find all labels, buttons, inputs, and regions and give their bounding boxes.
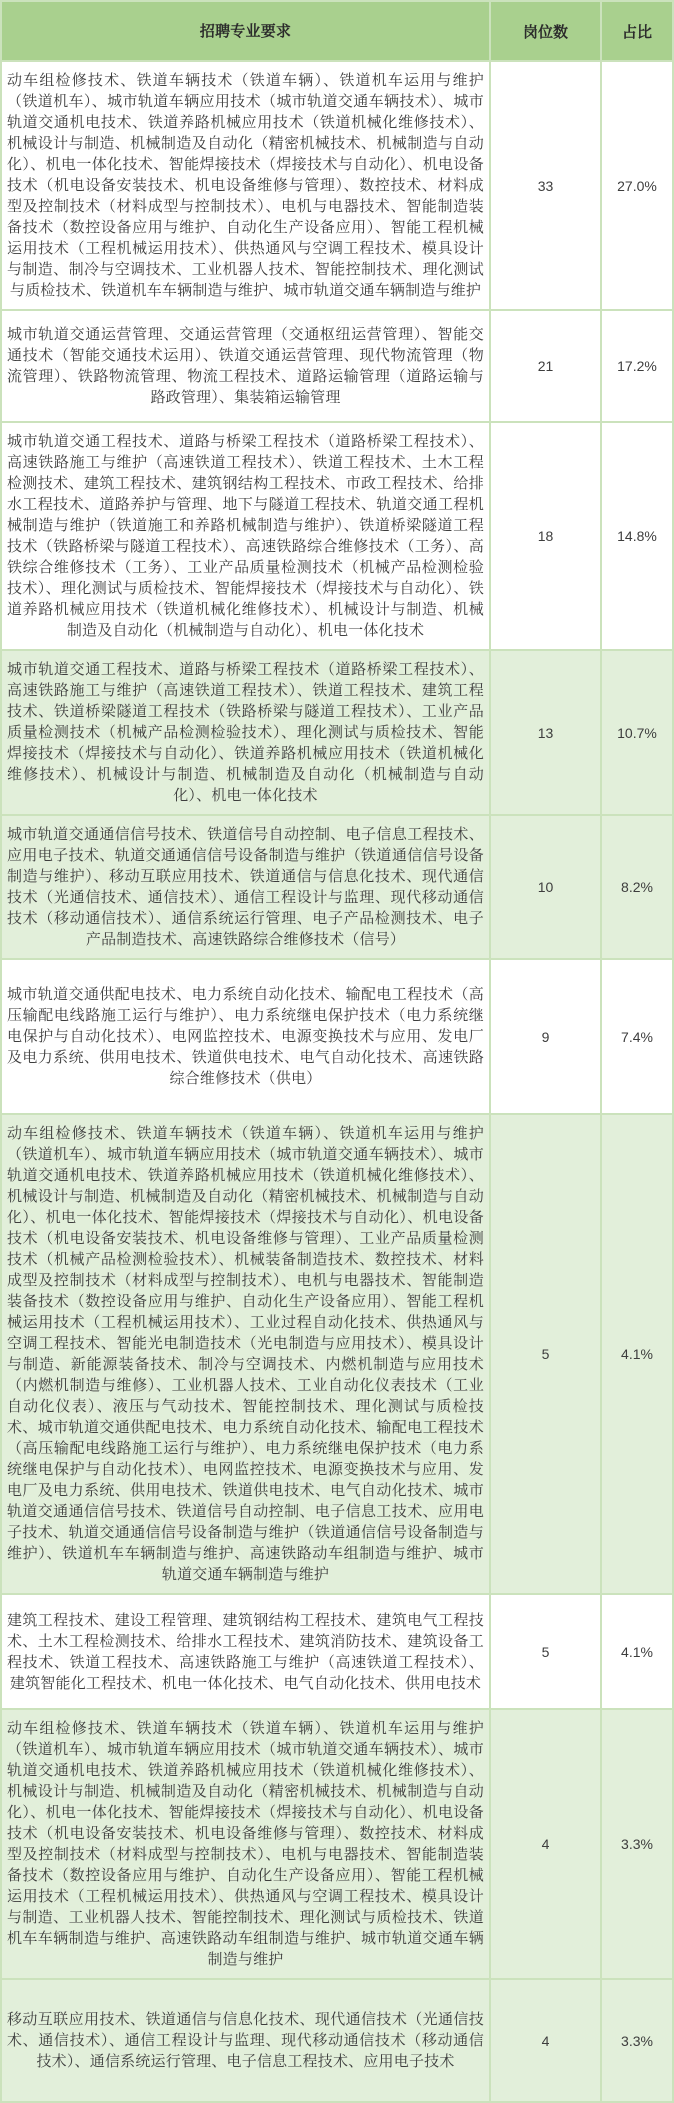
count-cell-text: 13	[489, 651, 600, 814]
majors-cell-text: 动车组检修技术、铁道车辆技术（铁道车辆）、铁道机车运用与维护（铁道机车）、城市轨道车辆应用技术（城市轨道交通车辆技术）、城市轨道交通机电技术、铁道养路机械应用技术（铁道机械化维修技术）、机械设计与制造、机械制造及自动化（精密机械技术、机械制造与自动化）、机电一体化技术、智能焊接技术（焊接技术与自动化）、机电设备技术（机电设备安装技术、机电设备维修与管理）、数控技术、材料成型及控制技术（材料成型与控制技术）、电机与电器技术、智能制造装备技术（数控设备应用与维护、自动化生产设备应用）、智能工程机械运用技术（工程机械运用技术）、供热通风与空调工程技术、模具设计与制造、制冷与空调技术、工业机器人技术、智能控制技术、理化测试与质检技术、铁道机车车辆制造与维护、城市轨道交通车辆制造与维护	[7, 72, 484, 299]
table-row	[2, 816, 672, 960]
count-cell-text: 5	[489, 1115, 600, 1593]
count-cell-text: 10	[489, 816, 600, 958]
majors-cell-text: 城市轨道交通运营管理、交通运营管理（交通枢纽运营管理）、智能交通技术（智能交通技术运用）、铁道交通运营管理、现代物流管理（物流管理）、铁路物流管理、物流工程技术、道路运输管理（道路运输与路政管理）、集装箱运输管理	[7, 326, 484, 406]
count-cell-text: 4	[489, 1710, 600, 1978]
majors-cell-text: 动车组检修技术、铁道车辆技术（铁道车辆）、铁道机车运用与维护（铁道机车）、城市轨道车辆应用技术（城市轨道交通车辆技术）、城市轨道交通机电技术、铁道养路机械应用技术（铁道机械化维修技术）、机械设计与制造、机械制造及自动化（精密机械技术、机械制造与自动化）、机电一体化技术、智能焊接技术（焊接技术与自动化）、机电设备技术（机电设备安装技术、机电设备维修与管理）、工业产品质量检测技术（机械产品检测检验技术）、机械装备制造技术、数控技术、材料成型及控制技术（材料成型与控制技术）、电机与电器技术、智能制造装备技术（数控设备应用与维护、自动化生产设备应用）、智能工程机械运用技术（工程机械运用技术）、工业过程自动化技术、供热通风与空调工程技术、智能光电制造技术（光电制造与应用技术）、模具设计与制造、新能源装备技术、制冷与空调技术、内燃机制造与应用技术（内燃机制造与维修）、工业机器人技术、工业自动化仪表技术（工业自动化仪表）、液压与气动技术、智能控制技术、理化测试与质检技术、城市轨道交通供配电技术、电力系统自动化技术、输配电工程技术（高压输配电线路施工运行与维护）、电力系统继电保护技术（电力系统继电保护与自动化技术）、电网监控技术、电源变换技术与应用、发电厂及电力系统、供用电技术、铁道供电技术、电气自动化技术、城市轨道交通通信信号技术、铁道信号自动控制、电子信息工技术、应用电子技术、轨道交通通信信号设备制造与维护（铁道通信信号设备制造与维护）、铁道机车车辆制造与维护、高速铁路动车组制造与维护、城市轨道交通车辆制造与维护	[7, 1125, 484, 1583]
header-pct: 占比	[600, 2, 672, 60]
majors-cell-text: 城市轨道交通工程技术、道路与桥梁工程技术（道路桥梁工程技术）、高速铁路施工与维护（高速铁道工程技术）、铁道工程技术、建筑工程技术、铁道桥梁隧道工程技术（铁路桥梁与隧道工程技术）、工业产品质量检测技术（机械产品检测检验技术）、理化测试与质检技术、智能焊接技术（焊接技术与自动化）、铁道养路机械应用技术（铁道机械化维修技术）、机械设计与制造、机械制造及自动化（机械制造与自动化）、机电一体化技术	[7, 661, 484, 804]
pct-cell-text: 3.3%	[600, 1710, 672, 1978]
table-row	[2, 423, 672, 651]
majors-cell-text: 城市轨道交通供配电技术、电力系统自动化技术、输配电工程技术（高压输配电线路施工运行与维护）、电力系统继电保护技术（电力系统继电保护与自动化技术）、电网监控技术、电源变换技术与应用、发电厂及电力系统、供用电技术、铁道供电技术、电气自动化技术、高速铁路综合维修技术（供电）	[7, 986, 484, 1087]
majors-cell-text: 城市轨道交通通信信号技术、铁道信号自动控制、电子信息工程技术、应用电子技术、轨道交通通信信号设备制造与维护（铁道通信信号设备制造与维护）、移动互联应用技术、铁道通信与信息化技术、现代通信技术（光通信技术、通信技术）、通信工程设计与监理、现代移动通信技术（移动通信技术）、通信系统运行管理、电子产品检测技术、电子产品制造技术、高速铁路综合维修技术（信号）	[7, 826, 484, 948]
majors-cell	[2, 423, 489, 649]
pct-cell-text: 4.1%	[600, 1595, 672, 1708]
table-row	[2, 62, 672, 311]
majors-cell	[2, 1980, 489, 2101]
majors-cell-text: 建筑工程技术、建设工程管理、建筑钢结构工程技术、建筑电气工程技术、土木工程检测技术、给排水工程技术、建筑消防技术、建筑设备工程技术、铁道工程技术、高速铁路施工与维护（高速铁道工程技术）、建筑智能化工程技术、机电一体化技术、电气自动化技术、供用电技术	[7, 1611, 484, 1692]
table-row	[2, 1115, 672, 1595]
pct-cell-text: 17.2%	[600, 311, 672, 421]
table-row	[2, 1710, 672, 1980]
count-cell-text: 9	[489, 960, 600, 1113]
header-majors-label: 招聘专业要求	[199, 22, 292, 40]
pct-cell-text: 14.8%	[600, 423, 672, 649]
majors-cell	[2, 1595, 489, 1708]
table-body	[2, 62, 672, 2103]
majors-cell	[2, 62, 489, 309]
majors-cell-text: 移动互联应用技术、铁道通信与信息化技术、现代通信技术（光通信技术、通信技术）、通信工程设计与监理、现代移动通信技术（移动通信技术）、通信系统运行管理、电子信息工程技术、应用电子技术	[7, 2011, 484, 2070]
pct-cell-text: 4.1%	[600, 1115, 672, 1593]
table-header-row	[2, 2, 672, 62]
majors-cell	[2, 311, 489, 421]
header-majors	[2, 2, 489, 60]
majors-cell	[2, 1710, 489, 1978]
count-cell-text: 18	[489, 423, 600, 649]
majors-cell	[2, 1115, 489, 1593]
majors-cell-text: 城市轨道交通工程技术、道路与桥梁工程技术（道路桥梁工程技术）、高速铁路施工与维护（高速铁道工程技术）、铁道工程技术、土木工程检测技术、建筑工程技术、建筑钢结构工程技术、市政工程技术、给排水工程技术、道路养护与管理、地下与隧道工程技术、轨道交通工程机械制造与维护（铁道施工和养路机械制造与维护）、铁道桥梁隧道工程技术（铁路桥梁与隧道工程技术）、高速铁路综合维修技术（工务）、高铁综合维修技术（工务）、工业产品质量检测技术（机械产品检测检验技术）、理化测试与质检技术、智能焊接技术（焊接技术与自动化）、铁道养路机械应用技术（铁道机械化维修技术）、机械设计与制造、机械制造及自动化（机械制造与自动化）、机电一体化技术	[7, 433, 484, 639]
pct-cell-text: 10.7%	[600, 651, 672, 814]
table-row	[2, 311, 672, 423]
majors-cell	[2, 651, 489, 814]
count-cell-text: 4	[489, 1980, 600, 2101]
pct-cell-text: 3.3%	[600, 1980, 672, 2101]
table-row	[2, 651, 672, 816]
majors-cell	[2, 816, 489, 958]
majors-cell-text: 动车组检修技术、铁道车辆技术（铁道车辆）、铁道机车运用与维护（铁道机车）、城市轨道车辆应用技术（城市轨道交通车辆技术）、城市轨道交通机电技术、铁道养路机械应用技术（铁道机械化维修技术）、机械设计与制造、机械制造及自动化（精密机械技术、机械制造与自动化）、机电一体化技术、智能焊接技术（焊接技术与自动化）、机电设备技术（机电设备安装技术、机电设备维修与管理）、数控技术、材料成型及控制技术（材料成型与控制技术）、电机与电器技术、智能制造装备技术（数控设备应用与维护、自动化生产设备应用）、智能工程机械运用技术（工程机械运用技术）、供热通风与空调工程技术、模具设计与制造、工业机器人技术、智能控制技术、理化测试与质检技术、铁道机车车辆制造与维护、高速铁路动车组制造与维护、城市轨道交通车辆制造与维护	[7, 1720, 484, 1968]
count-cell-text: 33	[489, 62, 600, 309]
pct-cell-text: 7.4%	[600, 960, 672, 1113]
table-row	[2, 960, 672, 1115]
pct-cell-text: 27.0%	[600, 62, 672, 309]
pct-cell-text: 8.2%	[600, 816, 672, 958]
header-count: 岗位数	[489, 2, 600, 60]
count-cell-text: 21	[489, 311, 600, 421]
table-row	[2, 1980, 672, 2103]
majors-cell	[2, 960, 489, 1113]
count-cell-text: 5	[489, 1595, 600, 1708]
